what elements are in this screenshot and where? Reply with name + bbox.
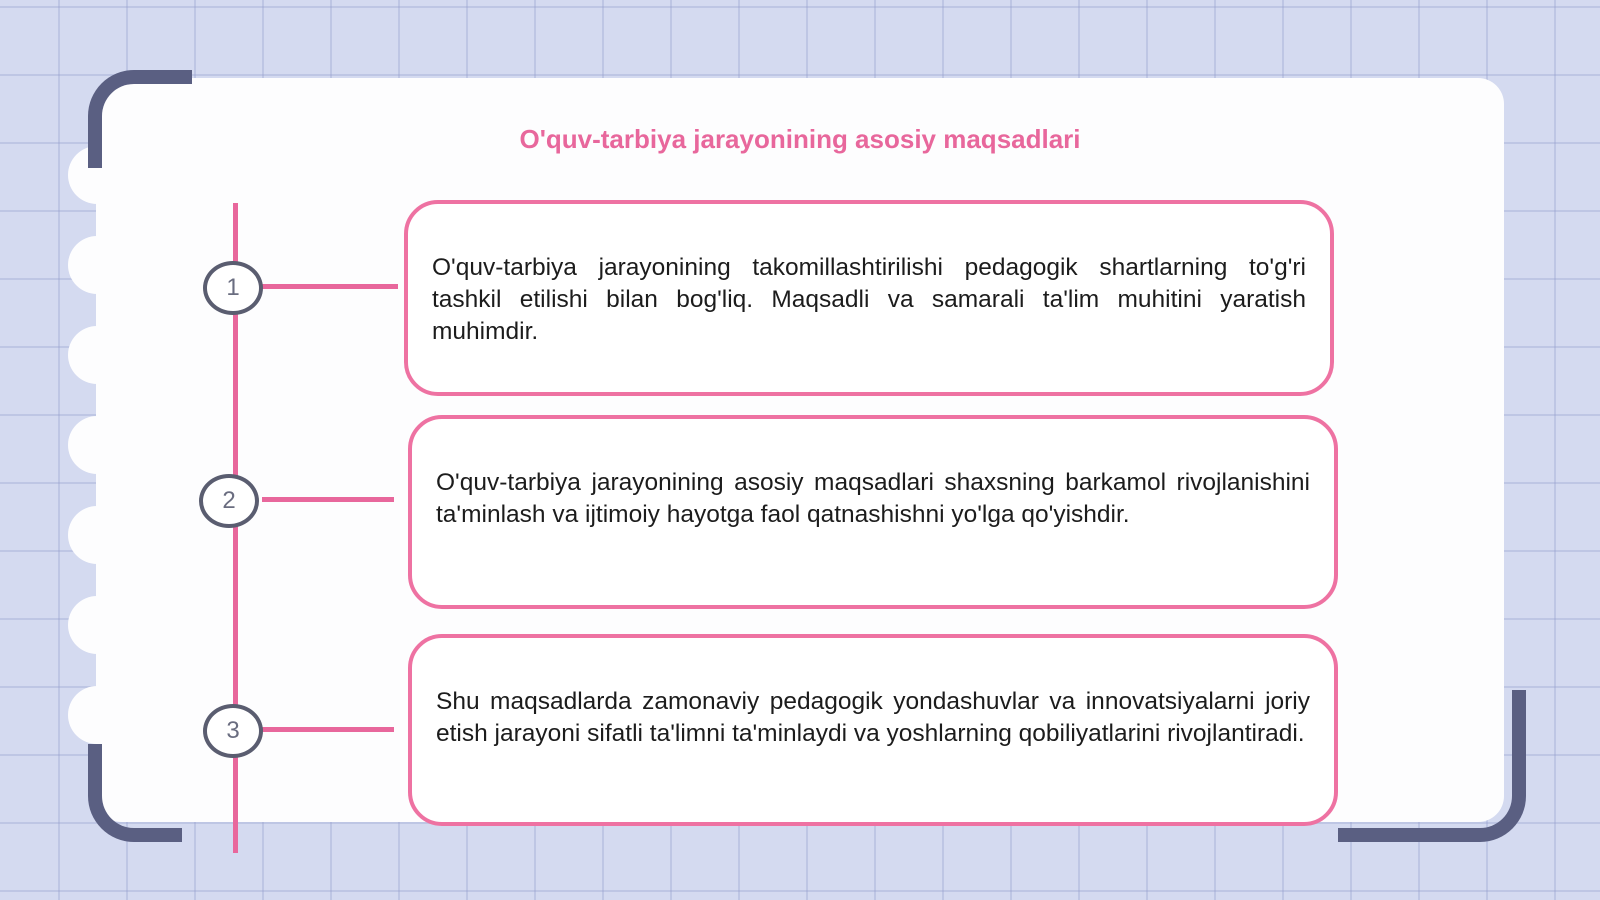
timeline-connector	[262, 497, 394, 502]
paper-scallop	[68, 506, 126, 564]
goal-card-text: Shu maqsadlarda zamonaviy pedagogik yondashuvlar va innovatsiyalarni joriy etish jarayoni sifatli ta'limni ta'minlaydi va yoshlarning qobiliyatlarini rivojlantiradi.	[436, 688, 1310, 747]
timeline-connector	[262, 284, 398, 289]
goal-card-2	[408, 415, 1338, 609]
paper-scallop	[68, 326, 126, 384]
paper-scallop	[68, 416, 126, 474]
paper-scallop	[68, 596, 126, 654]
goal-card-3	[408, 634, 1338, 826]
step-number-circle: 3	[203, 704, 263, 758]
paper-scallop	[68, 686, 126, 744]
slide-title: O'quv-tarbiya jarayonining asosiy maqsadlari	[519, 124, 1081, 154]
step-number-circle: 2	[199, 474, 259, 528]
corner-bracket-bottom-left	[88, 744, 182, 842]
step-number-circle: 1	[203, 261, 263, 315]
goal-card-text: O'quv-tarbiya jarayonining asosiy maqsadlari shaxsning barkamol rivojlanishini ta'minlash va ijtimoiy hayotga faol qatnashishni yo'lga qo'yishdir.	[436, 469, 1310, 528]
paper-scallop	[68, 236, 126, 294]
goal-card-1	[404, 200, 1334, 396]
timeline-connector	[262, 727, 394, 732]
goal-card-text: O'quv-tarbiya jarayonining takomillashtirilishi pedagogik shartlarning to'g'ri tashkil etilishi bilan bog'liq. Maqsadli va samarali ta'lim muhitini yaratish muhimdir.	[432, 254, 1306, 345]
corner-bracket-bottom-right	[1338, 690, 1526, 842]
